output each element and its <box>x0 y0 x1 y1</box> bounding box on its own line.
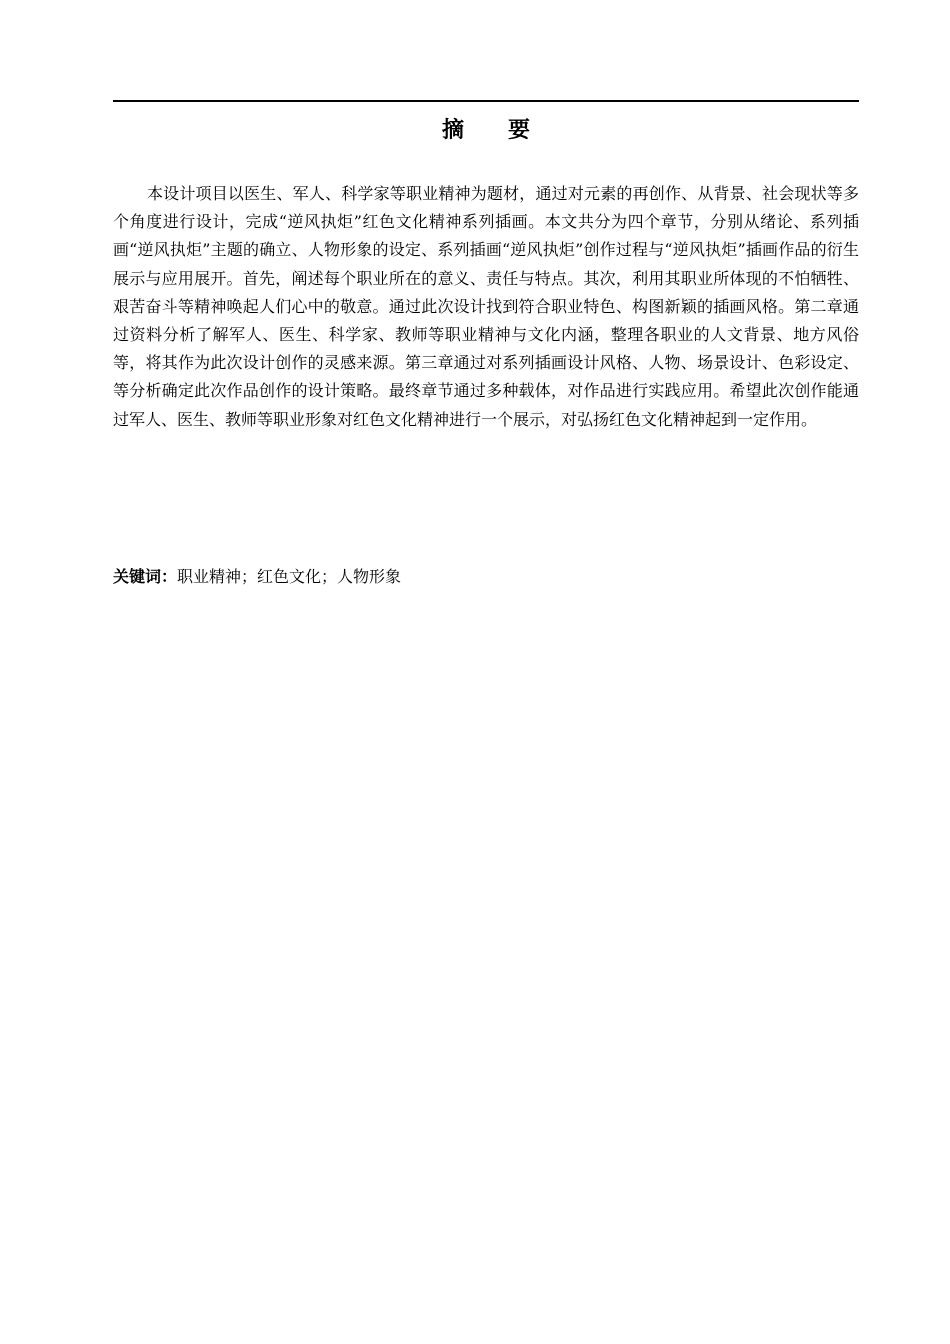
keywords-list: 职业精神；红色文化；人物形象 <box>177 567 402 586</box>
keywords-label: 关键词： <box>113 567 178 586</box>
abstract-title-char-2: 要 <box>508 118 531 143</box>
abstract-title <box>113 116 859 146</box>
keywords-line <box>113 564 859 590</box>
abstract-paragraph: 本设计项目以医生、军人、科学家等职业精神为题材，通过对元素的再创作、从背景、社会现状等多个角度进行设计，完成“逆风执炬”红色文化精神系列插画。本文共分为四个章节，分别从绪论、系列插画“逆风执炬”主题的确立、人物形象的设定、系列插画“逆风执炬”创作过程与“逆风执炬”插画作品的衍生展示与应用展开。首先，阐述每个职业所在的意义、责任与特点。其次，利用其职业所体现的不怕牺牲、艰苦奋斗等精神唤起人们心中的敬意。通过此次设计找到符合职业特色、构图新颖的插画风格。第二章通过资料分析了解军人、医生、科学家、教师等职业精神与文化内涵，整理各职业的人文背景、地方风俗等，将其作为此次设计创作的灵感来源。第三章通过对系列插画设计风格、人物、场景设计、色彩设定、等分析确定此次作品创作的设计策略。最终章节通过多种载体，对作品进行实践应用。希望此次创作能通过军人、医生、教师等职业形象对红色文化精神进行一个展示，对弘扬红色文化精神起到一定作用。 <box>113 184 859 429</box>
header-rule <box>113 100 859 102</box>
abstract-title-char-1: 摘 <box>441 118 464 143</box>
